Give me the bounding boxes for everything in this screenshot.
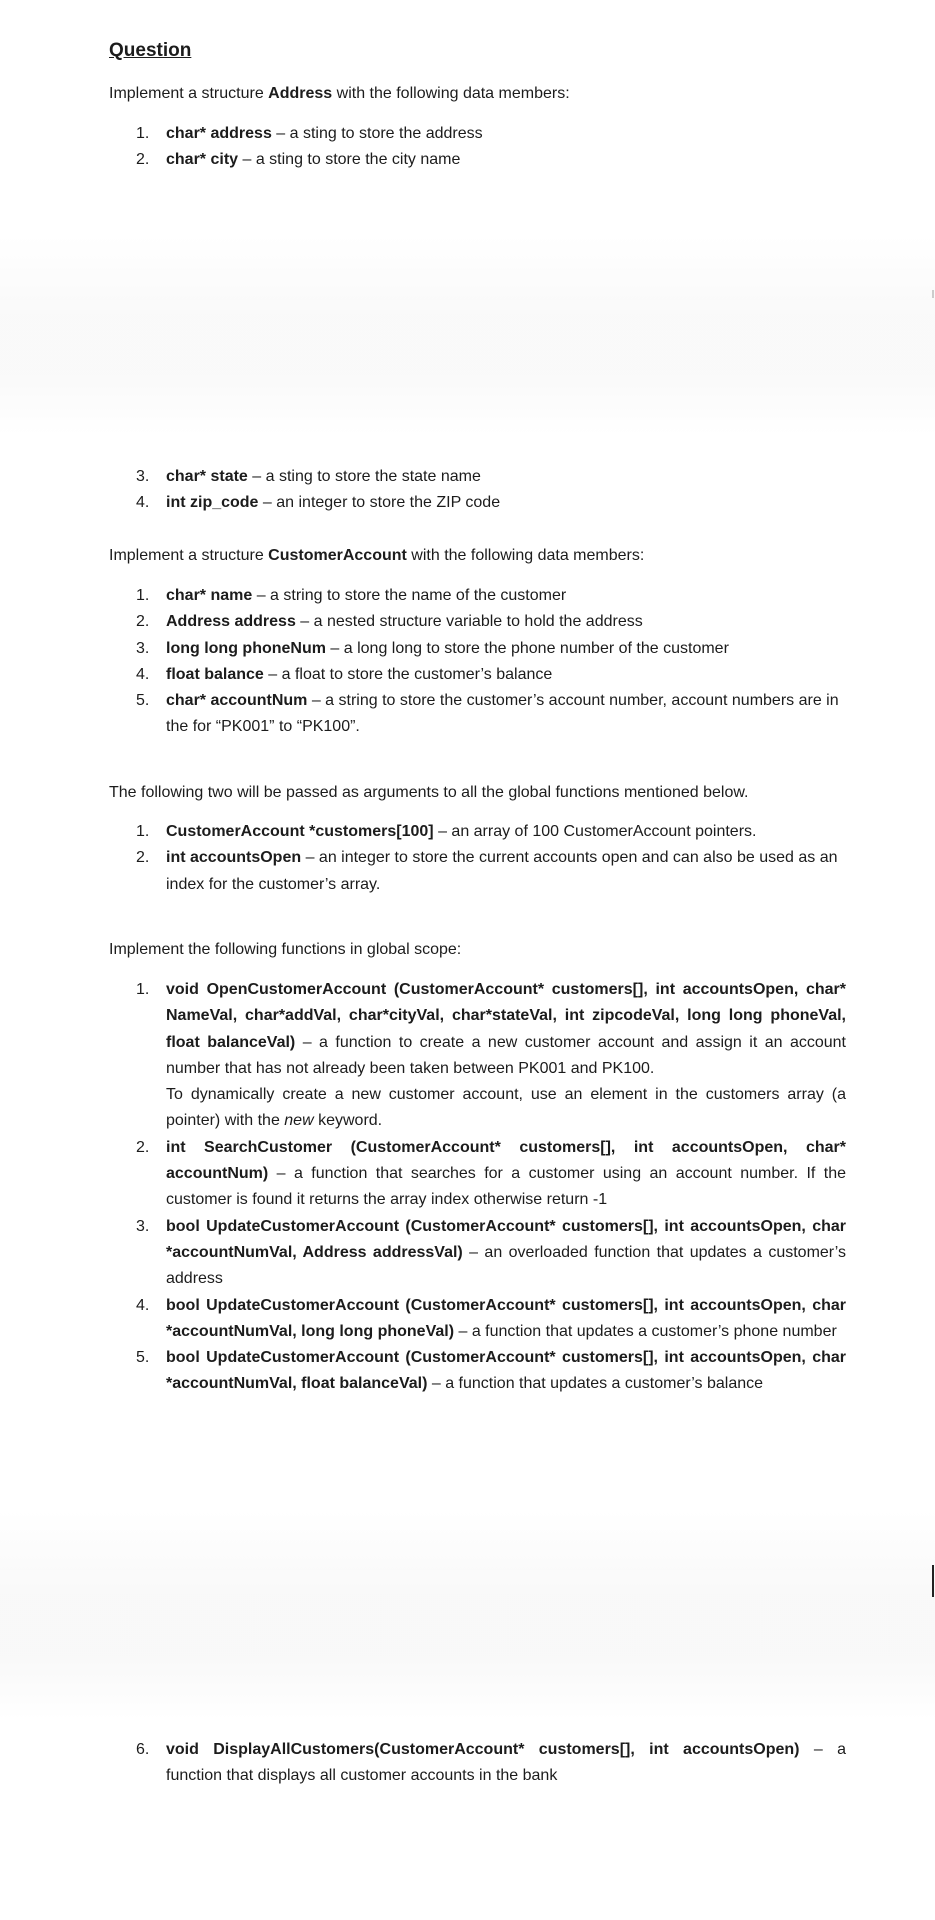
item-description: – an integer to store the current accounts open and can also be used as an index for the customer’s array.: [166, 849, 838, 893]
list-item: [136, 845, 846, 898]
item-code: long long phoneNum: [166, 639, 326, 657]
list-item: [136, 609, 846, 635]
item-note: To dynamically create a new customer account, use an element in the customers array (a pointer) with the: [166, 1086, 846, 1130]
address-members-list-a: [136, 121, 846, 174]
scan-shadow-region: [0, 235, 935, 435]
item-number: 1.: [136, 587, 150, 604]
item-number: 2.: [136, 151, 150, 169]
item-number: 4.: [136, 1296, 150, 1314]
item-note: keyword.: [313, 1112, 383, 1130]
intro-structure-name: CustomerAccount: [268, 547, 407, 564]
item-description: – a string to store the customer’s account number, account numbers are in the for “PK001” to “PK100”.: [166, 692, 839, 736]
function-signature: bool UpdateCustomerAccount (CustomerAccount* customers[], int accountsOpen, char *accountNumVal, float balanceVal): [166, 1349, 846, 1393]
address-members-list-b: [136, 464, 846, 517]
item-number: 5.: [136, 1349, 150, 1367]
list-item: [136, 1214, 846, 1293]
item-number: 1.: [136, 823, 150, 840]
function-signature: bool UpdateCustomerAccount (CustomerAccount* customers[], int accountsOpen, char *accountNumVal, Address addressVal): [166, 1217, 846, 1261]
item-description: – a function to create a new customer account and assign it an account number that has not already been taken between PK001 and PK100.: [166, 1033, 847, 1077]
scan-shadow-region: [0, 1510, 935, 1720]
item-description: – a float to store the customer’s balance: [263, 665, 553, 683]
item-code: char* accountNum: [166, 692, 308, 710]
item-code: char* name: [166, 587, 253, 604]
item-description: – a long long to store the phone number of the customer: [325, 639, 729, 657]
item-number: 2.: [136, 613, 150, 631]
intro-text: Implement a structure: [109, 85, 269, 102]
intro-text: with the following data members:: [406, 547, 645, 564]
address-intro: [109, 81, 570, 107]
item-description: – a string to store the name of the customer: [252, 587, 567, 604]
intro-structure-name: Address: [268, 85, 333, 102]
customer-intro: [109, 543, 644, 569]
item-number: 6.: [136, 1741, 150, 1758]
item-note-emphasis: new: [284, 1112, 314, 1130]
item-number: 1.: [136, 125, 150, 142]
item-code: Address address: [166, 613, 296, 631]
item-number: 3.: [136, 1217, 150, 1235]
item-code: char* city: [166, 151, 239, 169]
list-item: [136, 1293, 846, 1346]
list-item: [136, 662, 846, 688]
list-item: [136, 490, 846, 516]
item-description: – a nested structure variable to hold the address: [295, 613, 643, 631]
list-item: [136, 147, 846, 173]
customer-members-list: [136, 583, 846, 741]
item-code: CustomerAccount *customers[100]: [166, 823, 434, 840]
item-description: – a function that updates a customer’s phone number: [454, 1322, 837, 1340]
item-number: 3.: [136, 639, 150, 657]
function-signature: void DisplayAllCustomers(CustomerAccount* customers[], int accountsOpen): [166, 1741, 800, 1758]
list-item: [136, 1345, 846, 1398]
item-code: int zip_code: [166, 494, 259, 512]
functions-intro: Implement the following functions in global scope:: [109, 941, 462, 958]
item-description: – a sting to store the address: [271, 125, 483, 142]
item-description: – a function that searches for a customer using an account number. If the customer is found it returns the array index otherwise return -1: [166, 1165, 846, 1209]
list-item: [136, 121, 846, 147]
item-number: 2.: [136, 849, 150, 867]
item-description: – an array of 100 CustomerAccount pointers.: [433, 823, 757, 840]
item-number: 3.: [136, 468, 150, 485]
list-item: [136, 688, 846, 741]
scan-edge-mark: [932, 1565, 934, 1597]
list-item: [136, 819, 846, 845]
list-item: [136, 636, 846, 662]
item-number: 2.: [136, 1138, 150, 1156]
item-number: 4.: [136, 494, 150, 512]
scan-edge-mark: [932, 290, 934, 298]
item-description: – a sting to store the city name: [238, 151, 461, 169]
item-description: – a sting to store the state name: [247, 468, 481, 485]
list-item: [136, 464, 846, 490]
item-code: int accountsOpen: [166, 849, 302, 867]
list-item: [136, 1737, 846, 1790]
item-description: – a function that displays all customer accounts in the bank: [166, 1741, 846, 1785]
item-number: 4.: [136, 665, 150, 683]
arguments-intro: The following two will be passed as arguments to all the global functions mentioned below.: [109, 784, 749, 801]
intro-text: with the following data members:: [332, 85, 570, 102]
item-code: float balance: [166, 665, 264, 683]
item-description: – an integer to store the ZIP code: [258, 494, 501, 512]
question-heading: Question: [109, 40, 192, 61]
item-code: char* state: [166, 468, 248, 485]
item-number: 5.: [136, 692, 150, 710]
arguments-list: [136, 819, 846, 898]
item-code: char* address: [166, 125, 272, 142]
functions-list: [136, 977, 846, 1398]
list-item: [136, 1135, 846, 1214]
function-signature: int SearchCustomer (CustomerAccount* customers[], int accountsOpen, char* accountNum): [166, 1138, 846, 1183]
list-item: [136, 977, 846, 1135]
list-item: [136, 583, 846, 609]
item-number: 1.: [136, 981, 150, 998]
functions-list-continued: [136, 1737, 846, 1790]
item-description: – an overloaded function that updates a customer’s address: [166, 1243, 846, 1288]
function-signature: bool UpdateCustomerAccount (CustomerAccount* customers[], int accountsOpen, char *accountNumVal, long long phoneVal): [166, 1296, 846, 1340]
function-signature: void OpenCustomerAccount (CustomerAccount* customers[], int accountsOpen, char* NameVal, char*addVal, char*cityVal, char*stateVal, int zipcodeVal, long long phoneVal, float balanceVal): [166, 981, 846, 1051]
intro-text: Implement a structure: [109, 547, 269, 564]
item-description: – a function that updates a customer’s balance: [427, 1375, 764, 1393]
